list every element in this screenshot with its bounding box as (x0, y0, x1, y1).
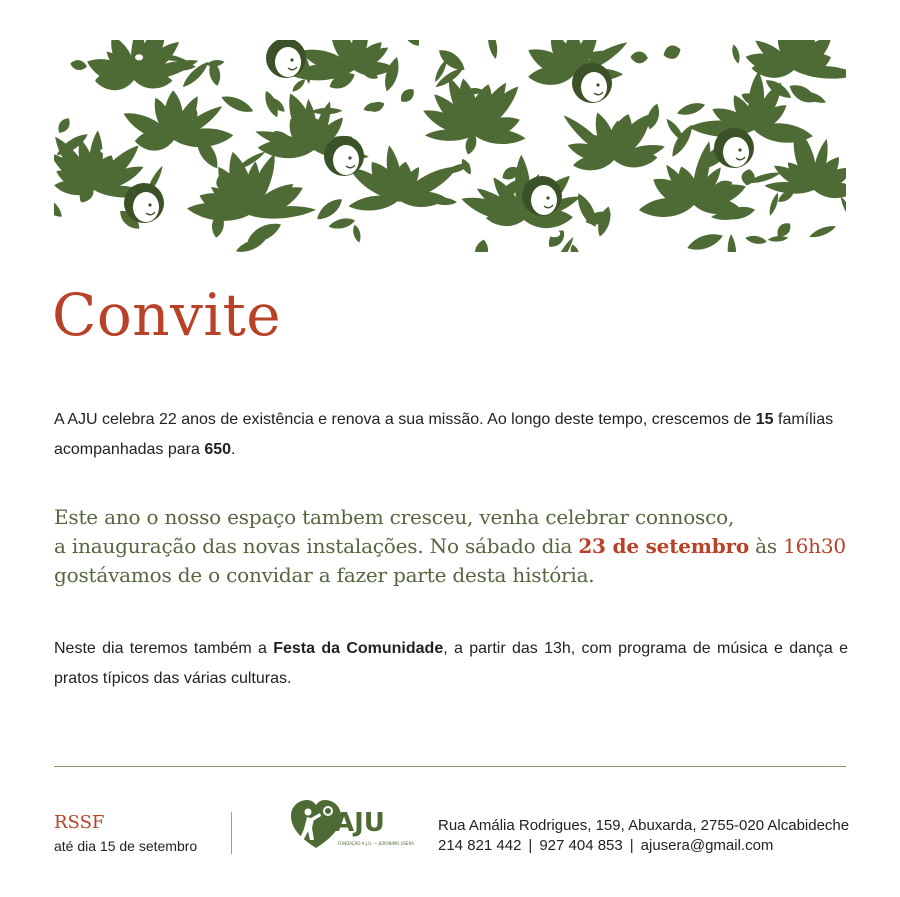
person-face-icon (324, 136, 364, 176)
community-paragraph (54, 634, 848, 694)
person-face-icon (714, 128, 754, 168)
page-title: Convite (52, 281, 282, 349)
logo-subtitle: FUNDAÇÃO A.J.U. — JERÓNIMO USERA (338, 841, 414, 846)
footer-vertical-divider (231, 812, 232, 854)
intro-text-start: A AJU celebra 22 anos de existência e renova a sua missão. Ao longo deste tempo, crescemos de (54, 411, 756, 428)
intro-text-middle: famílias acompanhadas para (54, 411, 834, 458)
phone-2[interactable]: 927 404 853 (539, 837, 623, 854)
event-at: às (748, 534, 784, 558)
rsvp-deadline: até dia 15 de setembro (54, 838, 198, 854)
phone-1[interactable]: 214 821 442 (438, 837, 522, 854)
rsvp-block (54, 812, 224, 855)
address: Rua Amália Rodrigues, 159, Abuxarda, 2755-020 Alcabideche (438, 817, 850, 834)
contact-block (438, 816, 858, 856)
families-count-end: 650 (204, 441, 232, 458)
email-link[interactable]: ajusera@gmail.com (640, 837, 774, 854)
event-date: 23 de setembro (578, 534, 749, 558)
event-time: 16h30 (783, 534, 846, 558)
celebration-paragraph (54, 503, 848, 590)
rsvp-title: RSSF (54, 812, 105, 833)
community-event-name: Festa da Comunidade (273, 640, 444, 657)
celebration-line-3: gostávamos de o convidar a fazer parte desta história. (54, 563, 595, 587)
person-face-icon (522, 176, 562, 216)
contact-line (438, 836, 858, 856)
celebration-line-2: a inauguração das novas instalações. No sábado dia (54, 534, 579, 558)
person-face-icon (124, 183, 164, 223)
separator: | (629, 837, 634, 854)
families-count-start: 15 (755, 411, 774, 428)
community-text-start: Neste dia teremos também a (54, 640, 274, 657)
footer-divider (54, 766, 846, 767)
header-illustration (54, 40, 846, 252)
separator: | (528, 837, 533, 854)
community-text-end: , a partir das 13h, com programa de música e dança e pratos típicos das várias culturas. (54, 640, 849, 687)
intro-paragraph (54, 405, 848, 465)
logo-wordmark: AJU (334, 808, 385, 838)
person-face-icon (572, 63, 612, 103)
celebration-line-1: Este ano o nosso espaço tambem cresceu, venha celebrar connosco, (54, 505, 735, 529)
intro-text-end: . (231, 441, 236, 458)
aju-logo (286, 796, 414, 854)
botanical-pattern (54, 40, 846, 252)
